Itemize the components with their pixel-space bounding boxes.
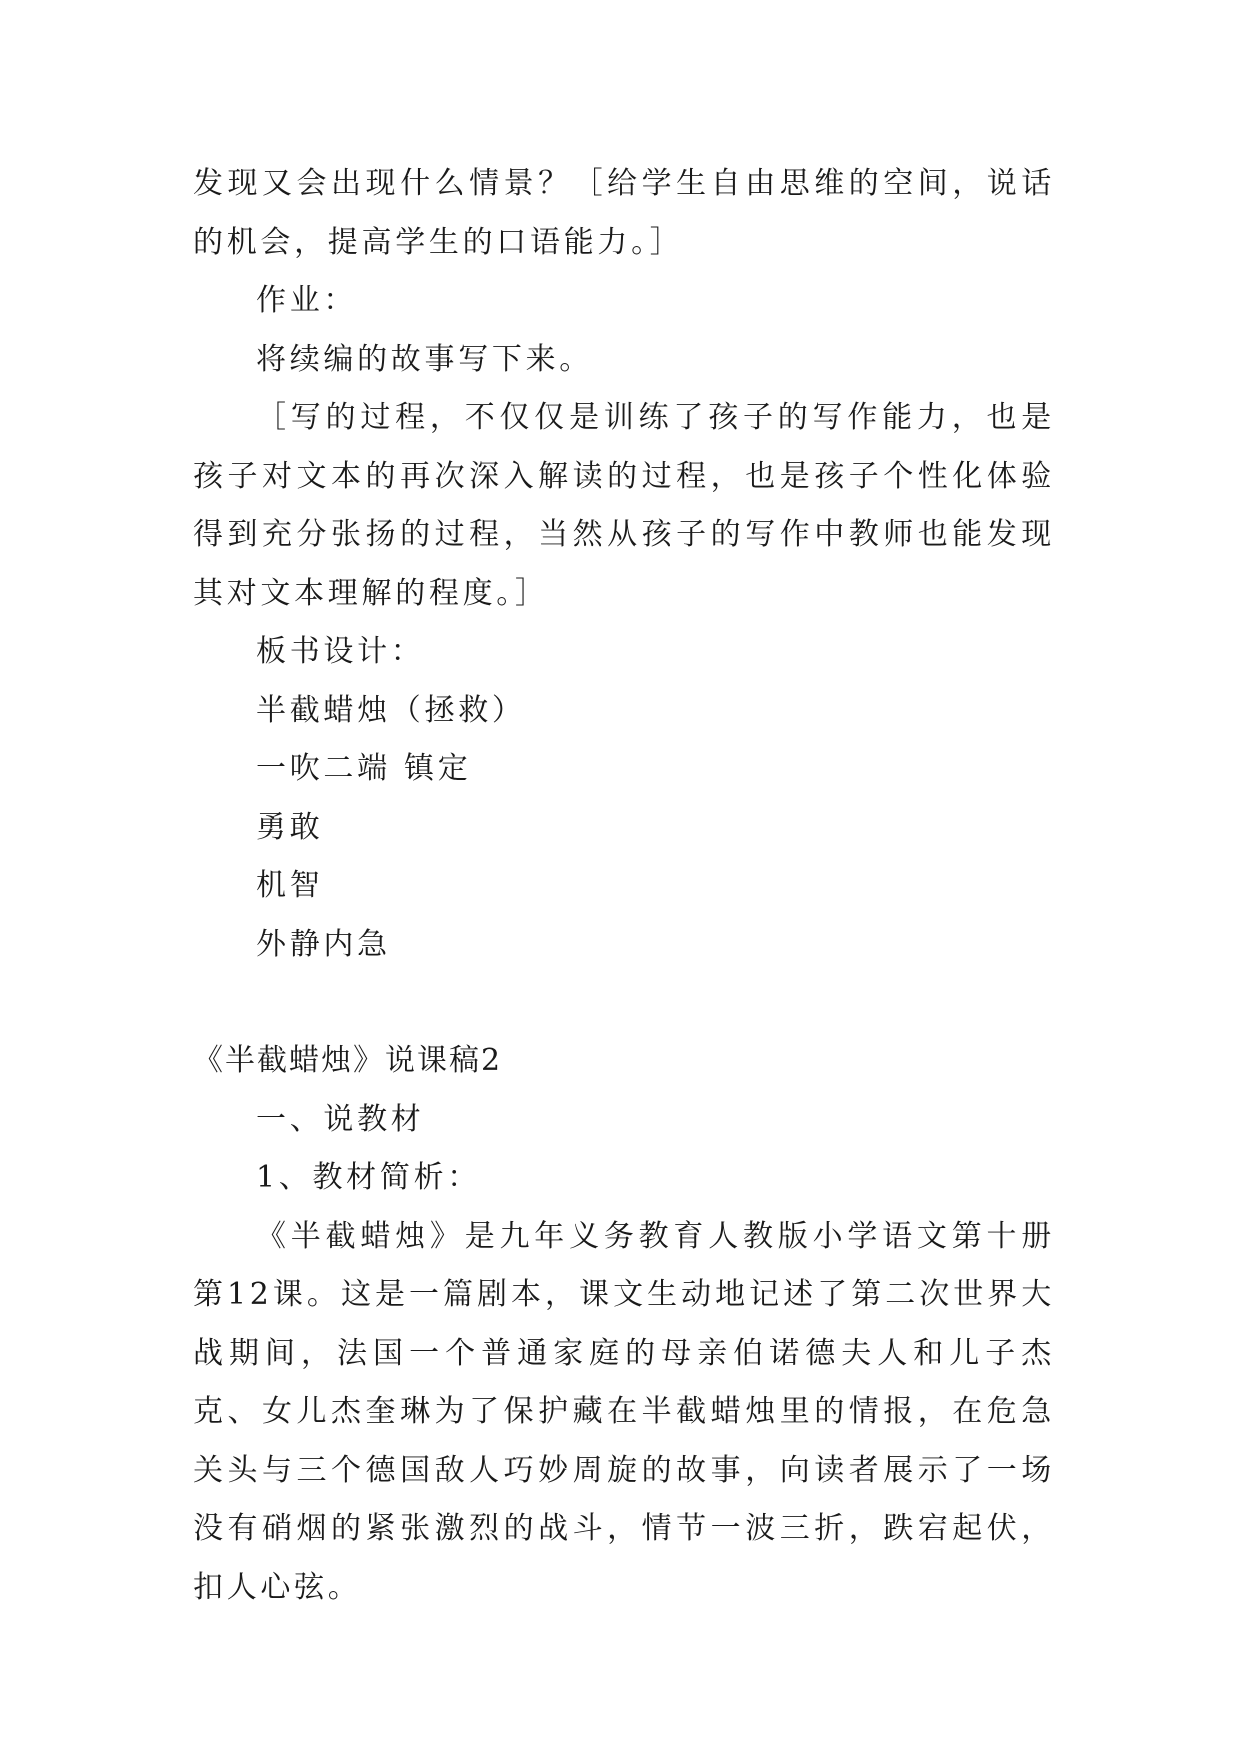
board-design-line: 外静内急 bbox=[256, 926, 391, 962]
section-spacer bbox=[193, 974, 1055, 1032]
section-body-paragraph: 《半截蜡烛》是九年义务教育人教版小学语文第十册第12课。这是一篇剧本，课文生动地记述了第二次世界大战期间，法国一个普通家庭的母亲伯诺德夫人和儿子杰克、女儿杰奎琳为了保护藏在半截蜡烛里的情报，在危急关头与三个德国敌人巧妙周旋的故事，向读者展示了一场没有硝烟的紧张激烈的战斗，情节一波三折，跌宕起伏，扣人心弦。 bbox=[193, 1218, 1055, 1605]
section-subheading: 1、教材简析： bbox=[256, 1160, 481, 1195]
board-design-line: 机智 bbox=[256, 868, 324, 903]
section-title: 《半截蜡烛》说课稿2 bbox=[193, 1043, 503, 1078]
homework-text: 将续编的故事写下来。 bbox=[256, 341, 593, 377]
homework-note-paragraph: ［写的过程，不仅仅是训练了孩子的写作能力，也是孩子对文本的再次深入解读的过程，也是孩子个性化体验得到充分张扬的过程，当然从孩子的写作中教师也能发现其对文本理解的程度。］ bbox=[193, 400, 1055, 611]
board-design-line: 勇敢 bbox=[256, 809, 324, 845]
board-design-line: 一吹二端 镇定 bbox=[256, 751, 472, 786]
board-design-label: 板书设计： bbox=[256, 634, 425, 669]
board-design-line: 半截蜡烛（拯救） bbox=[256, 692, 526, 728]
homework-label: 作业： bbox=[256, 283, 358, 318]
section-heading: 一、说教材 bbox=[256, 1101, 425, 1137]
document-page bbox=[193, 155, 1055, 1617]
continuation-paragraph: 发现又会出现什么情景？［给学生自由思维的空间，说话的机会，提高学生的口语能力。］ bbox=[193, 166, 1055, 260]
